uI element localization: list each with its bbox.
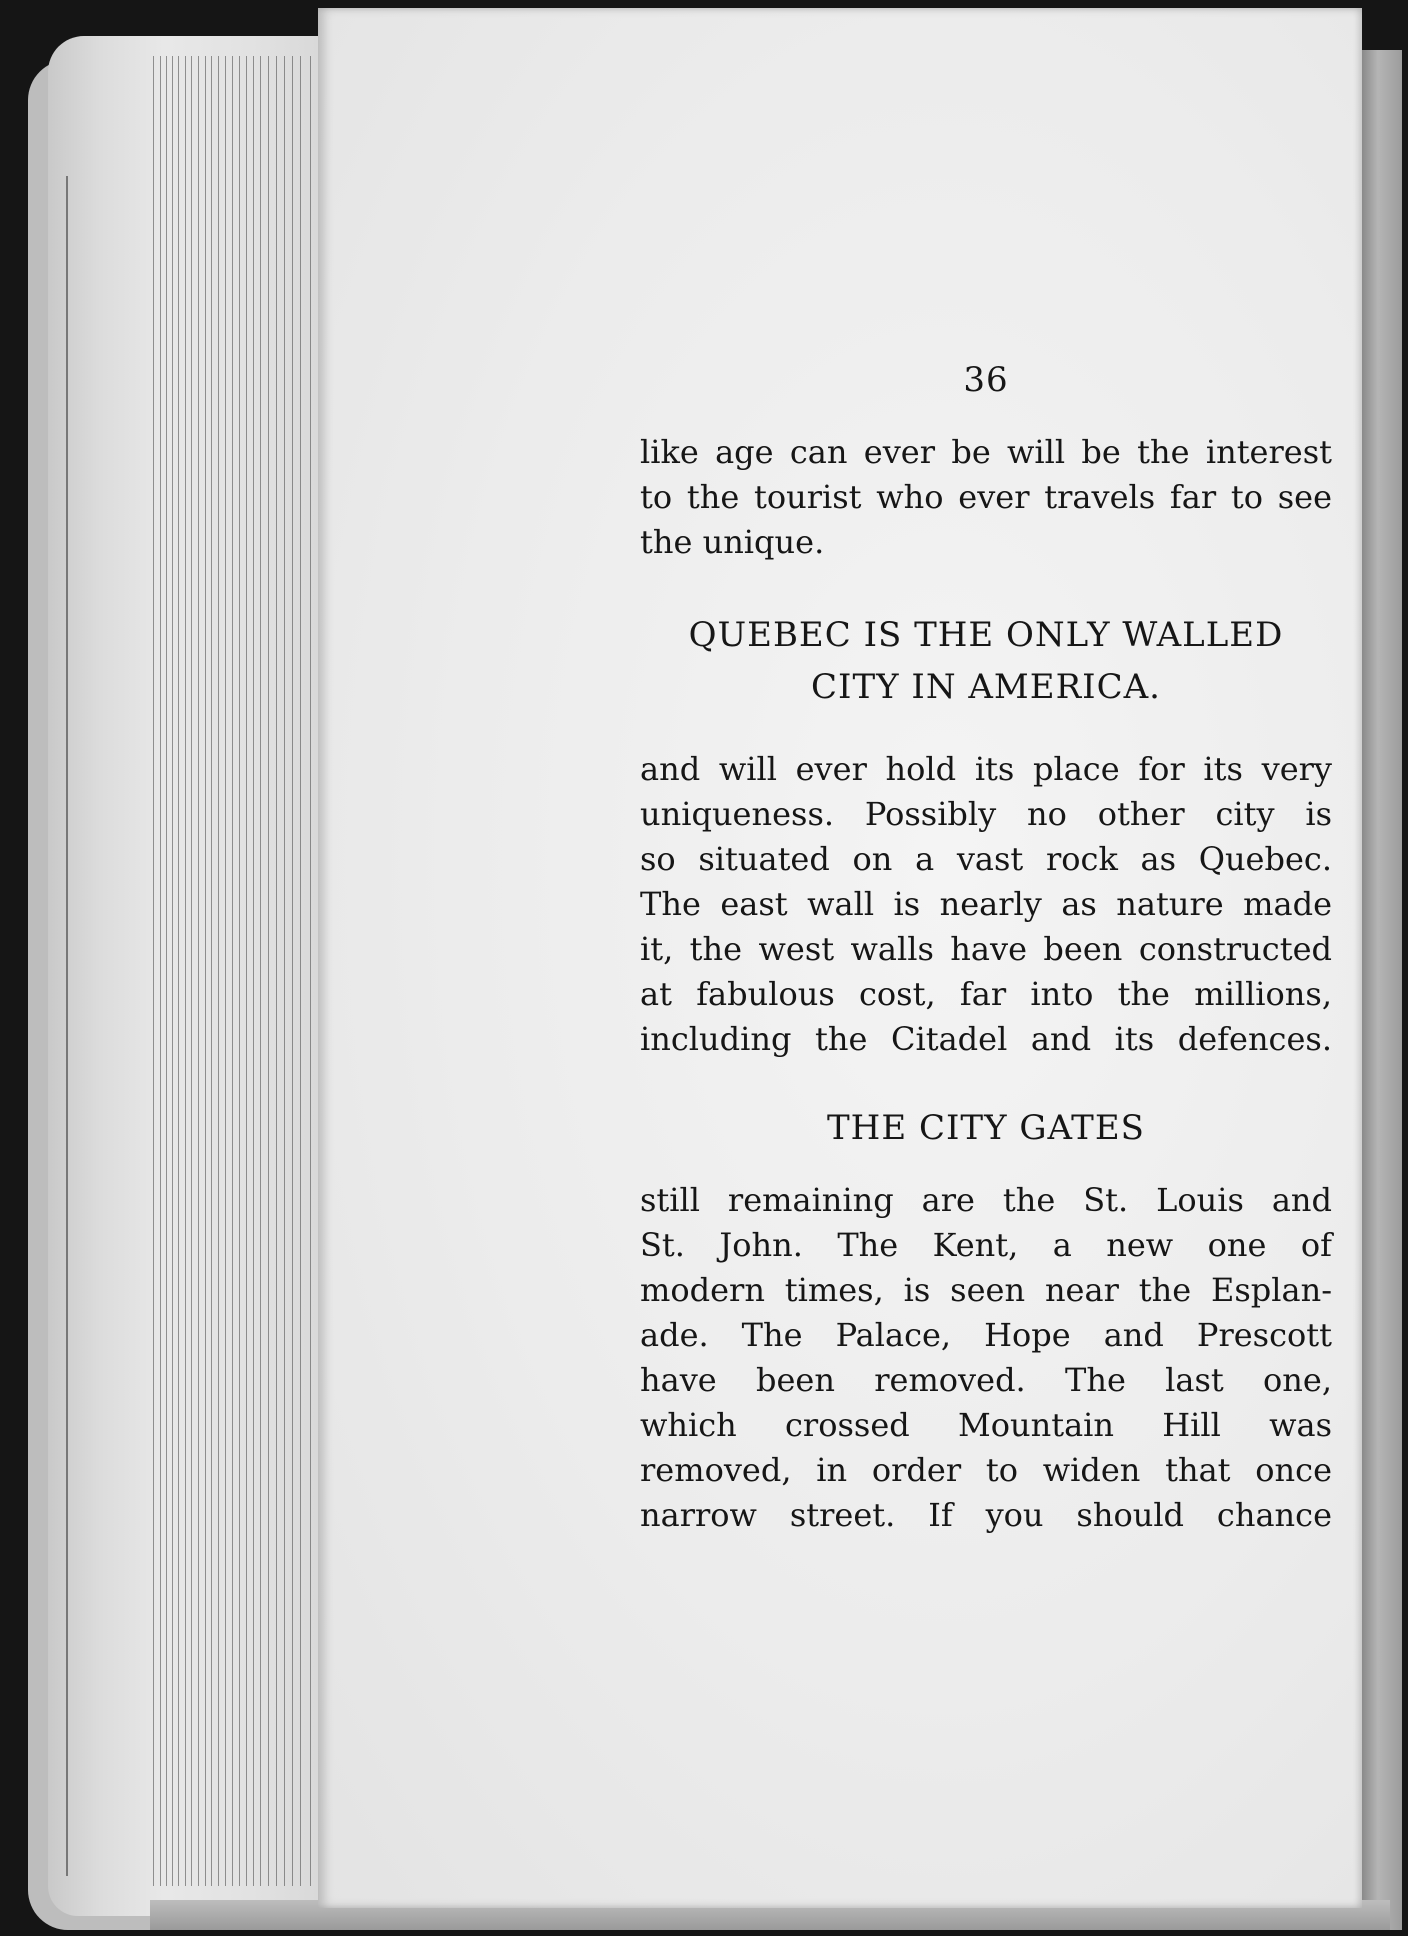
paragraph-1-line: the unique.: [640, 523, 825, 561]
cover-inner-edge: [66, 176, 68, 1876]
paragraph-3-line: St. John. The Kent, a new one of: [640, 1226, 1332, 1264]
page-edge-line: [292, 56, 293, 1886]
page-edge-line: [178, 56, 179, 1886]
paragraph-1-line: like age can ever be will be the interest: [640, 433, 1332, 471]
page-edge-line: [260, 56, 261, 1886]
paragraph-2-line: it, the west walls have been constructed: [640, 930, 1332, 968]
paragraph-3-line: have been removed. The last one,: [640, 1361, 1332, 1399]
page-edge-line: [253, 56, 254, 1886]
paragraph-1-line: to the tourist who ever travels far to see: [640, 478, 1332, 516]
page-edge-line: [268, 56, 269, 1886]
page-edge-line: [232, 56, 233, 1886]
page-edge-line: [185, 56, 186, 1886]
paragraph-2-line: including the Citadel and its defences.: [640, 1020, 1332, 1058]
paragraph-2-line: so situated on a vast rock as Quebec.: [640, 840, 1332, 878]
page-edge-line: [300, 56, 301, 1886]
paragraph-3-line: which crossed Mountain Hill was: [640, 1406, 1332, 1444]
page-edge-line: [211, 56, 212, 1886]
paragraph-3-line: ade. The Palace, Hope and Prescott: [640, 1316, 1332, 1354]
paragraph-2: [640, 747, 1332, 1062]
page-stack-edges: [48, 36, 338, 1916]
page-edge-line: [225, 56, 226, 1886]
page-edge-line: [172, 56, 173, 1886]
paragraph-2-line: and will ever hold its place for its very: [640, 750, 1332, 788]
page-edge-line: [198, 56, 199, 1886]
page-edge-line: [276, 56, 277, 1886]
heading-city-gates: THE CITY GATES: [827, 1108, 1145, 1148]
paragraph-3-line: removed, in order to widen that once: [640, 1451, 1332, 1489]
paragraph-3-line: modern times, is seen near the Esplan-: [640, 1271, 1332, 1309]
heading-line: QUEBEC IS THE ONLY WALLED: [688, 615, 1284, 655]
page-edge-line: [310, 56, 311, 1886]
page-edge-line: [218, 56, 219, 1886]
heading-walled-city: [640, 609, 1332, 713]
page-edge-line: [284, 56, 285, 1886]
heading-line: CITY IN AMERICA.: [811, 667, 1161, 707]
page-edge-line: [166, 56, 167, 1886]
page-text: [640, 360, 1332, 1538]
page-edge-line: [239, 56, 240, 1886]
page-edge-line: [205, 56, 206, 1886]
page-edge-line: [246, 56, 247, 1886]
page-edge-line: [153, 56, 154, 1886]
paragraph-2-line: uniqueness. Possibly no other city is: [640, 795, 1332, 833]
paragraph-2-line: at fabulous cost, far into the millions,: [640, 975, 1332, 1013]
paragraph-3-line: still remaining are the St. Louis and: [640, 1181, 1332, 1219]
page-number: 36: [963, 360, 1009, 400]
page-edge-line: [191, 56, 192, 1886]
page-right-edge: [1362, 50, 1402, 1930]
page-edge-line: [160, 56, 161, 1886]
paragraph-3: [640, 1178, 1332, 1538]
paragraph-2-line: The east wall is nearly as nature made: [640, 885, 1332, 923]
paragraph-3-line: narrow street. If you should chance: [640, 1496, 1332, 1534]
paragraph-1: [640, 430, 1332, 565]
